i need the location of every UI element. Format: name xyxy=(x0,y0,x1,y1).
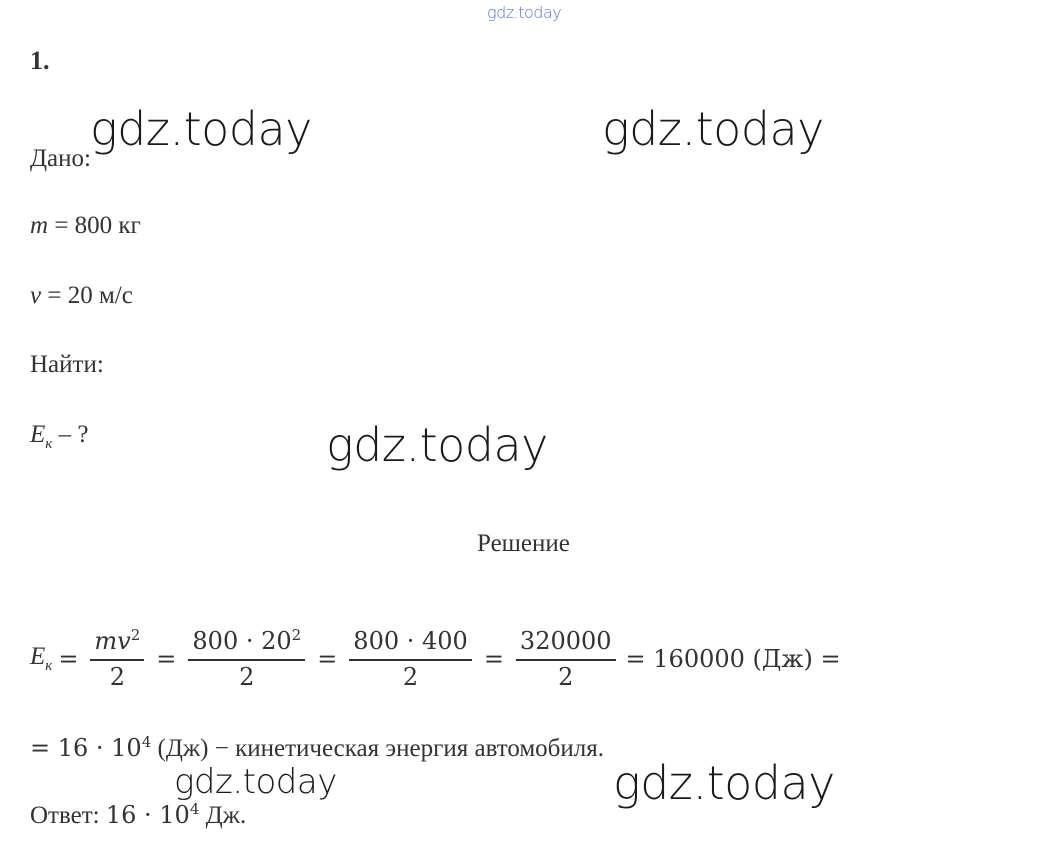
fraction-2: $\frac{800 \cdot 20^2}{2}$ xyxy=(188,626,305,691)
given-velocity xyxy=(30,282,133,310)
velocity-value: = 20 м/с xyxy=(47,282,133,309)
watermark-4: gdz.today xyxy=(174,762,337,802)
watermark-top: gdz.today xyxy=(487,3,562,22)
given-mass xyxy=(30,212,141,240)
eq-sign: = xyxy=(156,644,177,673)
solution-line-2: = $16 \cdot 10^4$ (Дж) − кинетическая энергия автомобиля. xyxy=(30,733,605,762)
watermark-1: gdz.today xyxy=(90,102,312,156)
mass-symbol: m xyxy=(30,212,49,239)
task-number: 1. xyxy=(30,46,50,75)
eq-sign: = xyxy=(483,644,504,673)
answer-label: Ответ: xyxy=(30,802,106,829)
watermark-5: gdz.today xyxy=(613,756,835,810)
eq-lhs: $E_к$ xyxy=(30,642,53,674)
answer-unit: Дж. xyxy=(199,802,247,829)
given-heading: Дано: xyxy=(30,145,91,172)
answer xyxy=(30,800,246,830)
find-quantity xyxy=(30,421,88,453)
watermark-3: gdz.today xyxy=(326,418,548,472)
find-symbol: E xyxy=(30,421,46,448)
find-heading: Найти: xyxy=(30,351,104,378)
find-suffix: – ? xyxy=(52,421,89,448)
watermark-2: gdz.today xyxy=(602,102,824,156)
velocity-symbol: v xyxy=(30,282,42,309)
solution-heading: Решение xyxy=(477,530,570,557)
eq-sign: = xyxy=(317,644,338,673)
find-subscript: к xyxy=(45,436,53,452)
fraction-4: $\frac{320000}{2}$ xyxy=(516,627,616,691)
solution-equation xyxy=(30,626,841,691)
fraction-3: $\frac{800 \cdot 400}{2}$ xyxy=(349,627,472,691)
fraction-1: $\frac{mv^2}{2}$ xyxy=(90,626,144,691)
eq-sign: = xyxy=(58,644,79,673)
eq-result: = 160000 (Дж) = xyxy=(625,644,841,673)
answer-value: $16 \cdot 10^4$ xyxy=(105,800,200,829)
mass-value: = 800 кг xyxy=(54,212,141,239)
